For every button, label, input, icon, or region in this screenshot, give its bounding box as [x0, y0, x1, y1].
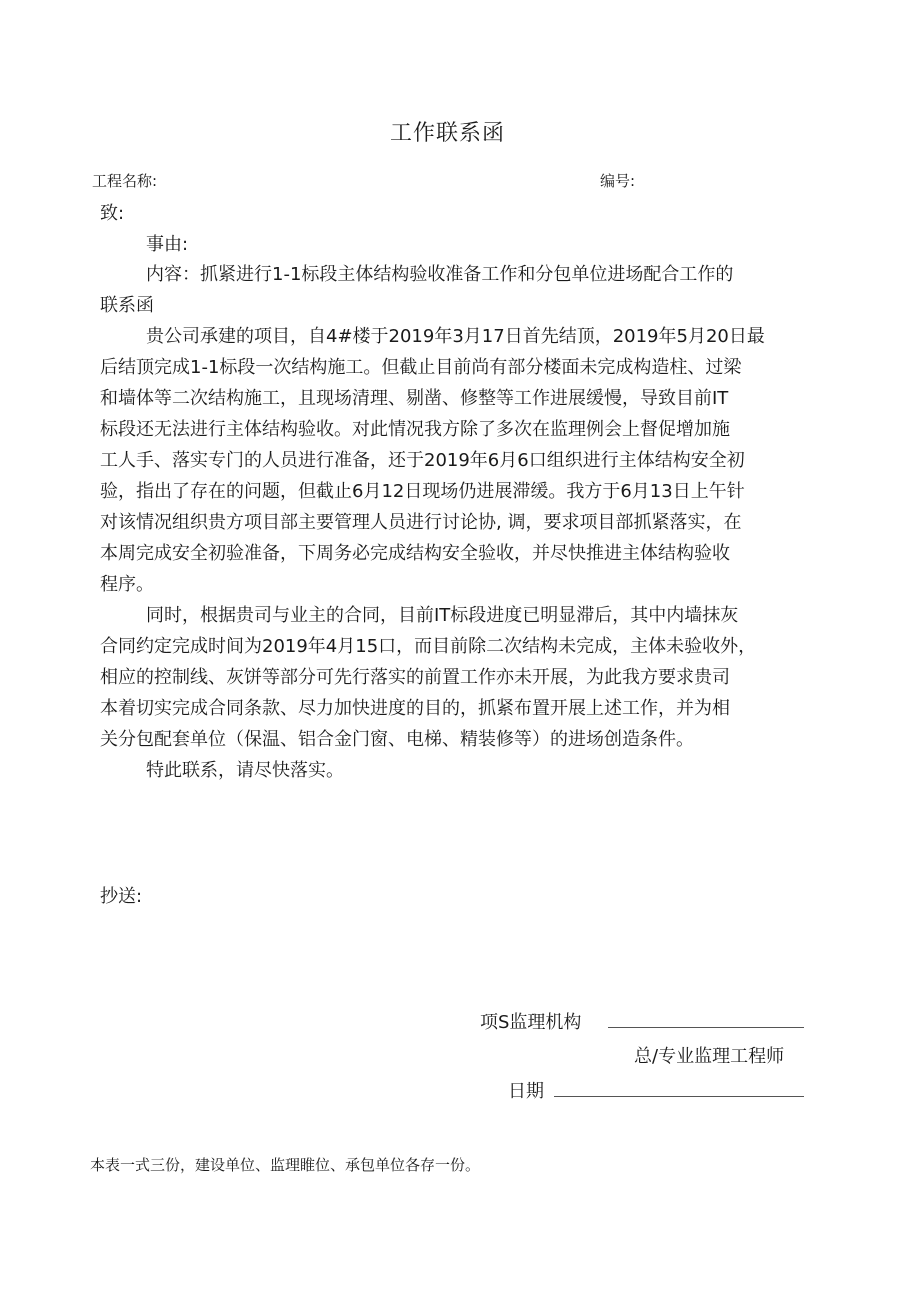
date-label: 日期: [508, 1081, 544, 1102]
paragraph-line: 合同约定完成时间为2019年4月15口，而目前除二次结构未完成，主体未验收外，: [100, 636, 757, 657]
paragraph-line: 工人手、落实专门的人员进行准备，还于2019年6月6口组织进行主体结构安全初: [100, 450, 745, 471]
closing-line: 特此联系，请尽快落实。: [146, 760, 344, 781]
supervision-org-signature-line: [608, 1027, 804, 1028]
paragraph-line: 验，指出了存在的问题，但截止6月12日现场仍进展滞缓。我方于6月13日上午针: [100, 481, 745, 502]
paragraph-line: 和墙体等二次结构施工，且现场清理、剔凿、修整等工作进展缓慢，导致目前IT: [100, 388, 729, 409]
paragraph-line: 标段还无法进行主体结构验收。对此情况我方除了多次在监理例会上督促增加施: [100, 419, 730, 440]
supervision-org-label: 项S监理机构: [480, 1012, 582, 1033]
subject-label: 事由:: [146, 234, 189, 255]
content-line: 内容：抓紧进行1-1标段主体结构验收准备工作和分包单位进场配合工作的: [146, 264, 734, 285]
paragraph-line: 贵公司承建的项目，自4#楼于2019年3月17日首先结顶，2019年5月20日最: [146, 326, 765, 347]
date-signature-line: [554, 1096, 804, 1097]
paragraph-line: 对该情况组织贵方项目部主要管理人员进行讨论协, 调，要求项目部抓紧落实，在: [100, 512, 742, 533]
paragraph-line: 相应的控制线、灰饼等部分可先行落实的前置工作亦未开展，为此我方要求贵司: [100, 667, 730, 688]
paragraph-line: 后结顶完成1-1标段一次结构施工。但截止目前尚有部分楼面未完成构造柱、过梁: [100, 357, 742, 378]
paragraph-line: 程序。: [100, 574, 154, 595]
paragraph-line: 同时，根据贵司与业主的合同，目前IT标段进度已明显滞后，其中内墙抹灰: [146, 605, 739, 626]
engineer-label: 总/专业监理工程师: [634, 1046, 785, 1067]
recipient-label: 致:: [100, 203, 125, 224]
content-line: 联系函: [100, 295, 154, 316]
paragraph-line: 本着切实完成合同条款、尽力加快进度的目的，抓紧布置开展上述工作，并为相: [100, 698, 730, 719]
document-number-label: 编号:: [600, 172, 636, 190]
paragraph-line: 本周完成安全初验准备，下周务必完成结构安全验收，并尽快推进主体结构验收: [100, 543, 730, 564]
footer-note: 本表一式三份，建设单位、监理睢位、承包单位各存一份。: [90, 1156, 481, 1174]
paragraph-line: 关分包配套单位（保温、铝合金门窗、电梯、精装修等）的进场创造条件。: [100, 729, 694, 750]
cc-label: 抄送:: [100, 886, 143, 907]
project-name-label: 工程名称:: [92, 172, 158, 190]
page-title: 工作联系函: [389, 121, 505, 146]
